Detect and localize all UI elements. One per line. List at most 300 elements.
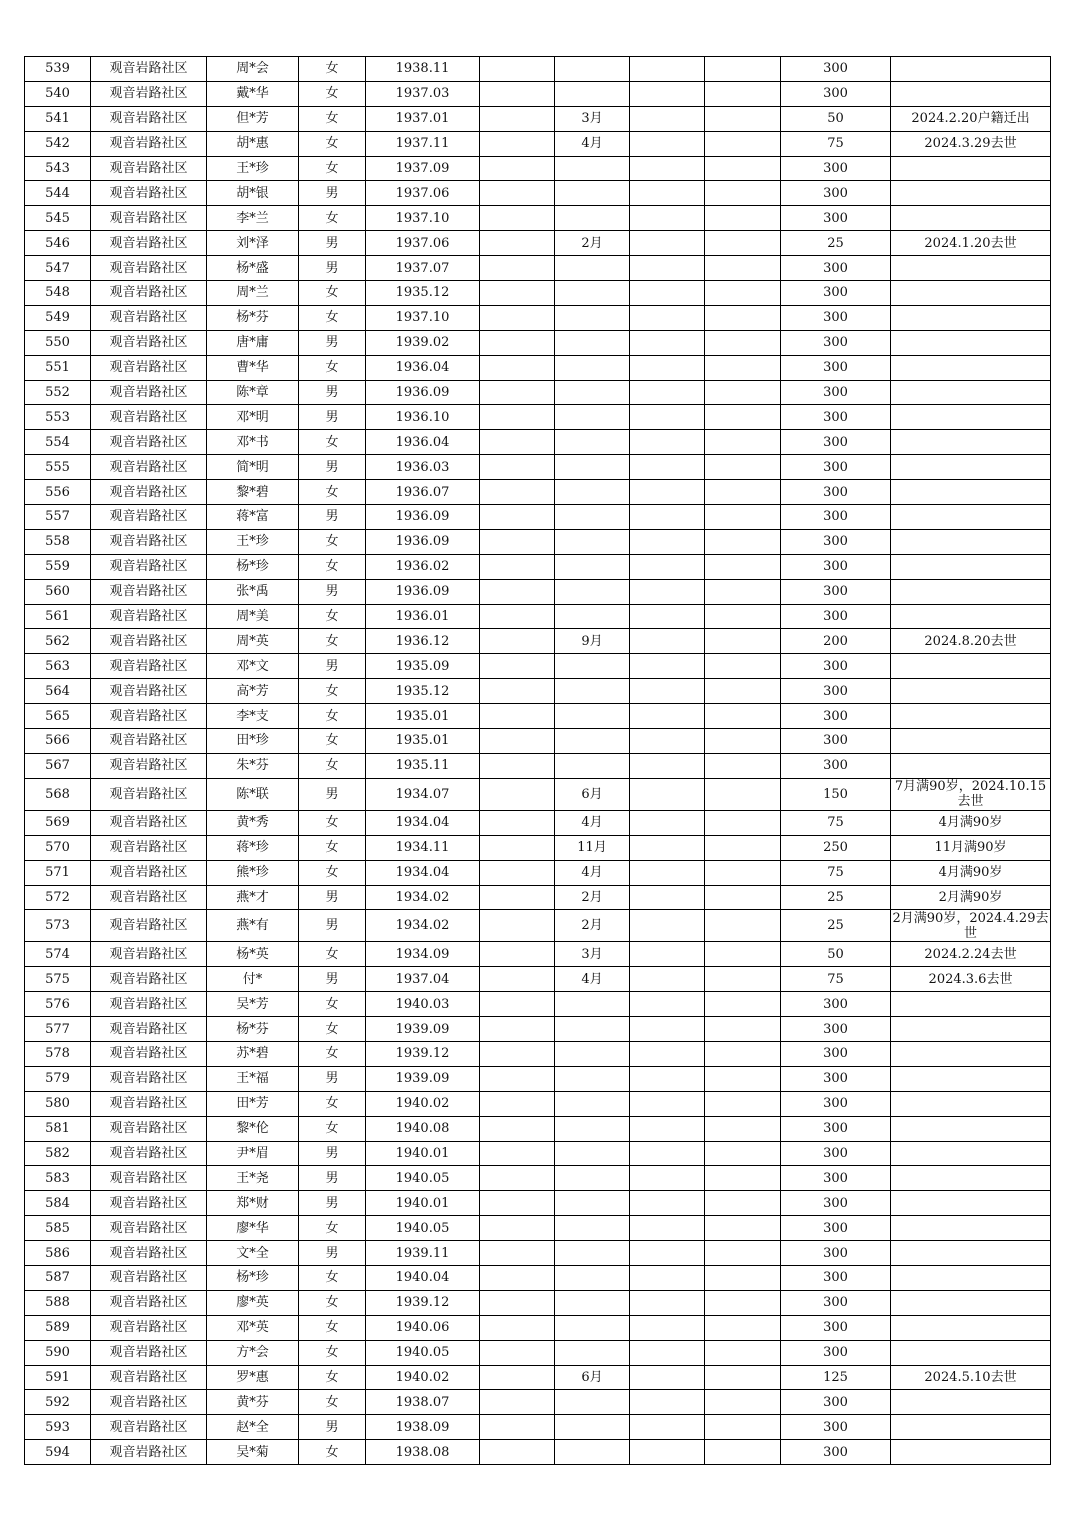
row-number: 559 bbox=[25, 554, 91, 579]
note-cell: 2024.3.29去世 bbox=[891, 131, 1051, 156]
blank-cell bbox=[705, 131, 781, 156]
month-cell: 9月 bbox=[555, 629, 630, 654]
blank-cell bbox=[630, 1066, 705, 1091]
note-cell bbox=[891, 1216, 1051, 1241]
note-cell bbox=[891, 604, 1051, 629]
blank-cell bbox=[480, 305, 555, 330]
community-cell: 观音岩路社区 bbox=[91, 505, 207, 530]
month-cell bbox=[555, 554, 630, 579]
name-cell: 黎*伦 bbox=[207, 1116, 299, 1141]
birth-cell: 1940.08 bbox=[366, 1116, 480, 1141]
amount-cell: 250 bbox=[781, 835, 891, 860]
row-number: 556 bbox=[25, 480, 91, 505]
amount-cell: 300 bbox=[781, 281, 891, 306]
amount-cell: 300 bbox=[781, 654, 891, 679]
community-cell: 观音岩路社区 bbox=[91, 554, 207, 579]
blank-cell bbox=[630, 1116, 705, 1141]
note-cell bbox=[891, 1041, 1051, 1066]
blank-cell bbox=[630, 729, 705, 754]
gender-cell: 男 bbox=[299, 455, 366, 480]
community-cell: 观音岩路社区 bbox=[91, 704, 207, 729]
community-cell: 观音岩路社区 bbox=[91, 910, 207, 942]
note-cell bbox=[891, 1340, 1051, 1365]
birth-cell: 1936.04 bbox=[366, 430, 480, 455]
blank-cell bbox=[480, 181, 555, 206]
name-cell: 杨*芬 bbox=[207, 305, 299, 330]
amount-cell: 300 bbox=[781, 206, 891, 231]
table-row bbox=[25, 604, 1051, 629]
table-row bbox=[25, 1415, 1051, 1440]
table-row bbox=[25, 206, 1051, 231]
row-number: 554 bbox=[25, 430, 91, 455]
community-cell: 观音岩路社区 bbox=[91, 256, 207, 281]
note-cell bbox=[891, 579, 1051, 604]
gender-cell: 女 bbox=[299, 992, 366, 1017]
month-cell bbox=[555, 1340, 630, 1365]
name-cell: 胡*银 bbox=[207, 181, 299, 206]
blank-cell bbox=[705, 405, 781, 430]
blank-cell bbox=[480, 554, 555, 579]
amount-cell: 300 bbox=[781, 529, 891, 554]
note-cell bbox=[891, 992, 1051, 1017]
blank-cell bbox=[480, 405, 555, 430]
birth-cell: 1939.12 bbox=[366, 1290, 480, 1315]
blank-cell bbox=[705, 1315, 781, 1340]
gender-cell: 女 bbox=[299, 1017, 366, 1042]
month-cell bbox=[555, 355, 630, 380]
name-cell: 黄*秀 bbox=[207, 810, 299, 835]
month-cell bbox=[555, 1141, 630, 1166]
amount-cell: 300 bbox=[781, 1415, 891, 1440]
blank-cell bbox=[705, 1265, 781, 1290]
blank-cell bbox=[705, 330, 781, 355]
birth-cell: 1937.09 bbox=[366, 156, 480, 181]
blank-cell bbox=[705, 281, 781, 306]
gender-cell: 男 bbox=[299, 256, 366, 281]
gender-cell: 女 bbox=[299, 629, 366, 654]
blank-cell bbox=[705, 206, 781, 231]
table-row bbox=[25, 1066, 1051, 1091]
blank-cell bbox=[630, 1041, 705, 1066]
table-row bbox=[25, 305, 1051, 330]
blank-cell bbox=[705, 1066, 781, 1091]
month-cell: 4月 bbox=[555, 810, 630, 835]
blank-cell bbox=[630, 1166, 705, 1191]
birth-cell: 1936.03 bbox=[366, 455, 480, 480]
blank-cell bbox=[705, 1091, 781, 1116]
community-cell: 观音岩路社区 bbox=[91, 1116, 207, 1141]
name-cell: 蒋*珍 bbox=[207, 835, 299, 860]
amount-cell: 75 bbox=[781, 810, 891, 835]
table-row bbox=[25, 942, 1051, 967]
name-cell: 田*珍 bbox=[207, 729, 299, 754]
row-number: 588 bbox=[25, 1290, 91, 1315]
blank-cell bbox=[630, 1365, 705, 1390]
gender-cell: 男 bbox=[299, 1415, 366, 1440]
row-number: 543 bbox=[25, 156, 91, 181]
month-cell bbox=[555, 1290, 630, 1315]
name-cell: 邓*明 bbox=[207, 405, 299, 430]
blank-cell bbox=[480, 1440, 555, 1465]
blank-cell bbox=[705, 629, 781, 654]
blank-cell bbox=[705, 778, 781, 810]
name-cell: 黎*碧 bbox=[207, 480, 299, 505]
name-cell: 杨*珍 bbox=[207, 554, 299, 579]
row-number: 550 bbox=[25, 330, 91, 355]
birth-cell: 1936.09 bbox=[366, 505, 480, 530]
blank-cell bbox=[480, 910, 555, 942]
amount-cell: 75 bbox=[781, 131, 891, 156]
community-cell: 观音岩路社区 bbox=[91, 604, 207, 629]
blank-cell bbox=[480, 430, 555, 455]
amount-cell: 300 bbox=[781, 1116, 891, 1141]
note-cell bbox=[891, 704, 1051, 729]
note-cell: 7月满90岁，2024.10.15去世 bbox=[891, 778, 1051, 810]
note-cell bbox=[891, 156, 1051, 181]
table-row bbox=[25, 281, 1051, 306]
name-cell: 燕*有 bbox=[207, 910, 299, 942]
gender-cell: 男 bbox=[299, 380, 366, 405]
community-cell: 观音岩路社区 bbox=[91, 1390, 207, 1415]
birth-cell: 1937.11 bbox=[366, 131, 480, 156]
blank-cell bbox=[480, 1340, 555, 1365]
blank-cell bbox=[630, 355, 705, 380]
blank-cell bbox=[480, 231, 555, 256]
blank-cell bbox=[705, 505, 781, 530]
table-row bbox=[25, 729, 1051, 754]
table-row bbox=[25, 256, 1051, 281]
month-cell bbox=[555, 206, 630, 231]
name-cell: 唐*庸 bbox=[207, 330, 299, 355]
row-number: 572 bbox=[25, 885, 91, 910]
month-cell bbox=[555, 1216, 630, 1241]
gender-cell: 女 bbox=[299, 81, 366, 106]
amount-cell: 300 bbox=[781, 355, 891, 380]
gender-cell: 女 bbox=[299, 729, 366, 754]
gender-cell: 女 bbox=[299, 1340, 366, 1365]
table-row bbox=[25, 1166, 1051, 1191]
note-cell bbox=[891, 1241, 1051, 1266]
row-number: 592 bbox=[25, 1390, 91, 1415]
table-row bbox=[25, 1116, 1051, 1141]
amount-cell: 300 bbox=[781, 554, 891, 579]
table-row bbox=[25, 1340, 1051, 1365]
month-cell bbox=[555, 679, 630, 704]
note-cell: 2024.8.20去世 bbox=[891, 629, 1051, 654]
blank-cell bbox=[630, 1390, 705, 1415]
gender-cell: 男 bbox=[299, 1166, 366, 1191]
community-cell: 观音岩路社区 bbox=[91, 860, 207, 885]
note-cell bbox=[891, 679, 1051, 704]
table-row bbox=[25, 885, 1051, 910]
blank-cell bbox=[480, 529, 555, 554]
blank-cell bbox=[705, 604, 781, 629]
blank-cell bbox=[705, 992, 781, 1017]
month-cell bbox=[555, 81, 630, 106]
month-cell bbox=[555, 1390, 630, 1415]
community-cell: 观音岩路社区 bbox=[91, 330, 207, 355]
table-row bbox=[25, 505, 1051, 530]
month-cell bbox=[555, 156, 630, 181]
birth-cell: 1934.02 bbox=[366, 885, 480, 910]
community-cell: 观音岩路社区 bbox=[91, 405, 207, 430]
blank-cell bbox=[630, 835, 705, 860]
blank-cell bbox=[630, 1091, 705, 1116]
table-row bbox=[25, 1365, 1051, 1390]
birth-cell: 1934.04 bbox=[366, 810, 480, 835]
month-cell bbox=[555, 1241, 630, 1266]
blank-cell bbox=[705, 1440, 781, 1465]
gender-cell: 女 bbox=[299, 942, 366, 967]
blank-cell bbox=[480, 505, 555, 530]
blank-cell bbox=[705, 910, 781, 942]
row-number: 580 bbox=[25, 1091, 91, 1116]
blank-cell bbox=[705, 529, 781, 554]
blank-cell bbox=[705, 355, 781, 380]
community-cell: 观音岩路社区 bbox=[91, 355, 207, 380]
row-number: 553 bbox=[25, 405, 91, 430]
community-cell: 观音岩路社区 bbox=[91, 1415, 207, 1440]
blank-cell bbox=[630, 281, 705, 306]
birth-cell: 1936.09 bbox=[366, 579, 480, 604]
blank-cell bbox=[705, 57, 781, 82]
row-number: 584 bbox=[25, 1191, 91, 1216]
gender-cell: 男 bbox=[299, 405, 366, 430]
blank-cell bbox=[480, 131, 555, 156]
month-cell bbox=[555, 1041, 630, 1066]
month-cell bbox=[555, 1440, 630, 1465]
gender-cell: 女 bbox=[299, 131, 366, 156]
name-cell: 周*美 bbox=[207, 604, 299, 629]
row-number: 573 bbox=[25, 910, 91, 942]
amount-cell: 300 bbox=[781, 1166, 891, 1191]
blank-cell bbox=[705, 679, 781, 704]
note-cell bbox=[891, 181, 1051, 206]
blank-cell bbox=[705, 860, 781, 885]
blank-cell bbox=[630, 57, 705, 82]
gender-cell: 女 bbox=[299, 1116, 366, 1141]
gender-cell: 女 bbox=[299, 1315, 366, 1340]
name-cell: 熊*珍 bbox=[207, 860, 299, 885]
community-cell: 观音岩路社区 bbox=[91, 942, 207, 967]
row-number: 577 bbox=[25, 1017, 91, 1042]
name-cell: 周*兰 bbox=[207, 281, 299, 306]
blank-cell bbox=[480, 1041, 555, 1066]
community-cell: 观音岩路社区 bbox=[91, 181, 207, 206]
month-cell bbox=[555, 455, 630, 480]
blank-cell bbox=[630, 554, 705, 579]
community-cell: 观音岩路社区 bbox=[91, 106, 207, 131]
gender-cell: 男 bbox=[299, 885, 366, 910]
table-row bbox=[25, 231, 1051, 256]
name-cell: 杨*英 bbox=[207, 942, 299, 967]
row-number: 583 bbox=[25, 1166, 91, 1191]
community-cell: 观音岩路社区 bbox=[91, 1440, 207, 1465]
community-cell: 观音岩路社区 bbox=[91, 654, 207, 679]
birth-cell: 1937.01 bbox=[366, 106, 480, 131]
community-cell: 观音岩路社区 bbox=[91, 81, 207, 106]
table-row bbox=[25, 181, 1051, 206]
amount-cell: 300 bbox=[781, 1017, 891, 1042]
birth-cell: 1940.02 bbox=[366, 1365, 480, 1390]
name-cell: 蒋*富 bbox=[207, 505, 299, 530]
amount-cell: 150 bbox=[781, 778, 891, 810]
month-cell: 2月 bbox=[555, 910, 630, 942]
amount-cell: 300 bbox=[781, 156, 891, 181]
note-cell bbox=[891, 505, 1051, 530]
amount-cell: 300 bbox=[781, 1440, 891, 1465]
row-number: 564 bbox=[25, 679, 91, 704]
note-cell bbox=[891, 206, 1051, 231]
gender-cell: 女 bbox=[299, 1216, 366, 1241]
birth-cell: 1940.05 bbox=[366, 1340, 480, 1365]
blank-cell bbox=[705, 1141, 781, 1166]
blank-cell bbox=[705, 1290, 781, 1315]
amount-cell: 300 bbox=[781, 1340, 891, 1365]
blank-cell bbox=[630, 181, 705, 206]
blank-cell bbox=[480, 885, 555, 910]
month-cell bbox=[555, 753, 630, 778]
note-cell bbox=[891, 1191, 1051, 1216]
birth-cell: 1940.02 bbox=[366, 1091, 480, 1116]
month-cell bbox=[555, 1166, 630, 1191]
table-row bbox=[25, 810, 1051, 835]
birth-cell: 1936.09 bbox=[366, 529, 480, 554]
table-row bbox=[25, 81, 1051, 106]
month-cell bbox=[555, 729, 630, 754]
table-row bbox=[25, 778, 1051, 810]
name-cell: 文*全 bbox=[207, 1241, 299, 1266]
community-cell: 观音岩路社区 bbox=[91, 1241, 207, 1266]
amount-cell: 300 bbox=[781, 704, 891, 729]
row-number: 545 bbox=[25, 206, 91, 231]
gender-cell: 男 bbox=[299, 181, 366, 206]
gender-cell: 女 bbox=[299, 480, 366, 505]
name-cell: 周*会 bbox=[207, 57, 299, 82]
gender-cell: 男 bbox=[299, 330, 366, 355]
blank-cell bbox=[630, 156, 705, 181]
name-cell: 陈*联 bbox=[207, 778, 299, 810]
amount-cell: 300 bbox=[781, 1041, 891, 1066]
blank-cell bbox=[480, 704, 555, 729]
note-cell: 2024.3.6去世 bbox=[891, 967, 1051, 992]
month-cell: 2月 bbox=[555, 885, 630, 910]
gender-cell: 男 bbox=[299, 1241, 366, 1266]
table-row bbox=[25, 1241, 1051, 1266]
row-number: 565 bbox=[25, 704, 91, 729]
blank-cell bbox=[480, 753, 555, 778]
birth-cell: 1935.09 bbox=[366, 654, 480, 679]
amount-cell: 300 bbox=[781, 57, 891, 82]
blank-cell bbox=[630, 1290, 705, 1315]
amount-cell: 300 bbox=[781, 1141, 891, 1166]
birth-cell: 1936.04 bbox=[366, 355, 480, 380]
row-number: 551 bbox=[25, 355, 91, 380]
month-cell bbox=[555, 405, 630, 430]
subsidy-table bbox=[24, 56, 1051, 1465]
amount-cell: 300 bbox=[781, 1091, 891, 1116]
blank-cell bbox=[630, 206, 705, 231]
note-cell bbox=[891, 355, 1051, 380]
note-cell: 2024.1.20去世 bbox=[891, 231, 1051, 256]
name-cell: 周*英 bbox=[207, 629, 299, 654]
table-row bbox=[25, 430, 1051, 455]
month-cell bbox=[555, 1116, 630, 1141]
name-cell: 高*芳 bbox=[207, 679, 299, 704]
month-cell bbox=[555, 604, 630, 629]
gender-cell: 女 bbox=[299, 206, 366, 231]
birth-cell: 1936.12 bbox=[366, 629, 480, 654]
month-cell bbox=[555, 1315, 630, 1340]
name-cell: 付* bbox=[207, 967, 299, 992]
amount-cell: 50 bbox=[781, 106, 891, 131]
month-cell: 6月 bbox=[555, 1365, 630, 1390]
community-cell: 观音岩路社区 bbox=[91, 967, 207, 992]
community-cell: 观音岩路社区 bbox=[91, 57, 207, 82]
birth-cell: 1936.02 bbox=[366, 554, 480, 579]
gender-cell: 男 bbox=[299, 778, 366, 810]
blank-cell bbox=[705, 1415, 781, 1440]
table-row bbox=[25, 704, 1051, 729]
community-cell: 观音岩路社区 bbox=[91, 455, 207, 480]
birth-cell: 1935.01 bbox=[366, 729, 480, 754]
community-cell: 观音岩路社区 bbox=[91, 1041, 207, 1066]
community-cell: 观音岩路社区 bbox=[91, 231, 207, 256]
row-number: 539 bbox=[25, 57, 91, 82]
row-number: 540 bbox=[25, 81, 91, 106]
amount-cell: 300 bbox=[781, 505, 891, 530]
month-cell: 4月 bbox=[555, 967, 630, 992]
community-cell: 观音岩路社区 bbox=[91, 1191, 207, 1216]
community-cell: 观音岩路社区 bbox=[91, 480, 207, 505]
table-row bbox=[25, 1041, 1051, 1066]
blank-cell bbox=[705, 1390, 781, 1415]
note-cell bbox=[891, 380, 1051, 405]
amount-cell: 300 bbox=[781, 405, 891, 430]
note-cell bbox=[891, 405, 1051, 430]
amount-cell: 75 bbox=[781, 967, 891, 992]
row-number: 594 bbox=[25, 1440, 91, 1465]
blank-cell bbox=[630, 106, 705, 131]
birth-cell: 1934.09 bbox=[366, 942, 480, 967]
blank-cell bbox=[480, 1091, 555, 1116]
name-cell: 邓*英 bbox=[207, 1315, 299, 1340]
month-cell bbox=[555, 380, 630, 405]
table-row bbox=[25, 106, 1051, 131]
birth-cell: 1939.09 bbox=[366, 1066, 480, 1091]
gender-cell: 女 bbox=[299, 305, 366, 330]
note-cell: 4月满90岁 bbox=[891, 810, 1051, 835]
blank-cell bbox=[630, 529, 705, 554]
blank-cell bbox=[705, 81, 781, 106]
amount-cell: 200 bbox=[781, 629, 891, 654]
name-cell: 杨*芬 bbox=[207, 1017, 299, 1042]
community-cell: 观音岩路社区 bbox=[91, 430, 207, 455]
blank-cell bbox=[630, 1216, 705, 1241]
community-cell: 观音岩路社区 bbox=[91, 206, 207, 231]
birth-cell: 1940.06 bbox=[366, 1315, 480, 1340]
note-cell bbox=[891, 1290, 1051, 1315]
amount-cell: 125 bbox=[781, 1365, 891, 1390]
community-cell: 观音岩路社区 bbox=[91, 305, 207, 330]
birth-cell: 1937.04 bbox=[366, 967, 480, 992]
month-cell bbox=[555, 505, 630, 530]
month-cell bbox=[555, 529, 630, 554]
note-cell bbox=[891, 1415, 1051, 1440]
gender-cell: 女 bbox=[299, 1041, 366, 1066]
amount-cell: 75 bbox=[781, 860, 891, 885]
birth-cell: 1940.04 bbox=[366, 1265, 480, 1290]
